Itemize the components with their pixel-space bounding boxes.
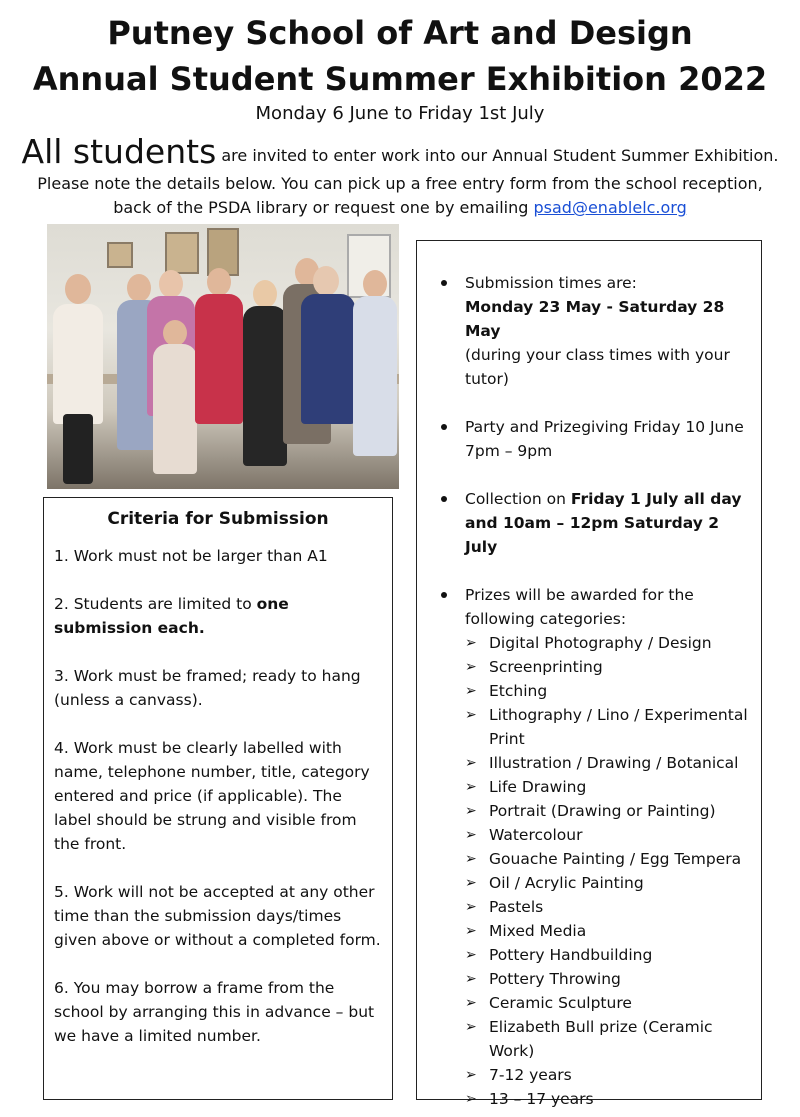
prize-category-label: Oil / Acrylic Painting: [489, 874, 644, 892]
prize-category-label: Watercolour: [489, 826, 583, 844]
prize-category-item: [465, 895, 755, 919]
prize-category-item: [465, 967, 755, 991]
party-text: Party and Prizegiving Friday 10 June 7pm – 9pm: [465, 418, 744, 460]
criteria-list: [54, 544, 384, 1072]
prize-category-label: Portrait (Drawing or Painting): [489, 802, 716, 820]
collection-bold: Friday 1 July all day and 10am – 12pm Saturday 2 July: [465, 490, 742, 556]
criteria-title: Criteria for Submission: [107, 509, 329, 529]
intro-lead-rest: are invited to enter work into our Annual Student Summer Exhibition.: [216, 146, 779, 165]
page-title-line2: Annual Student Summer Exhibition 2022: [32, 60, 768, 98]
arrow-bullet-icon: ➢: [465, 1019, 477, 1035]
prize-category-label: 7-12 years: [489, 1066, 572, 1084]
prize-category-item: [465, 823, 755, 847]
arrow-bullet-icon: ➢: [465, 803, 477, 819]
submission-times: [435, 271, 755, 391]
prizes-info: [435, 583, 755, 1111]
prize-category-label: Gouache Painting / Egg Tempera: [489, 850, 742, 868]
prize-category-label: Illustration / Drawing / Botanical: [489, 754, 739, 772]
prize-category-label: Life Drawing: [489, 778, 587, 796]
info-list: [435, 271, 755, 1111]
arrow-bullet-icon: ➢: [465, 971, 477, 987]
arrow-bullet-icon: ➢: [465, 635, 477, 651]
submission-label: Submission times are:: [465, 274, 637, 292]
intro-text: [0, 132, 800, 220]
criterion-4: 4. Work must be clearly labelled with name, telephone number, title, category entered and price (if applicable). The label should be strung and visible from the front.: [54, 739, 370, 853]
prize-categories: [465, 631, 755, 1111]
submission-dates: [465, 295, 755, 343]
email-link[interactable]: psad@enablelc.org: [533, 198, 687, 217]
prize-category-item: [465, 1087, 755, 1111]
intro-lead: All students: [21, 132, 217, 171]
prize-category-label: Etching: [489, 682, 548, 700]
prize-category-label: Pottery Handbuilding: [489, 946, 653, 964]
collection-pre: Collection on: [465, 490, 571, 508]
criterion-6: 6. You may borrow a frame from the school by arranging this in advance – but we have a limited number.: [54, 979, 375, 1045]
criterion-2-text: 2. Students are limited to: [54, 595, 257, 613]
prize-category-item: [465, 847, 755, 871]
party-info: [435, 415, 755, 463]
prize-category-label: Lithography / Lino / Experimental Print: [489, 706, 748, 748]
group-photo: [47, 224, 399, 489]
prize-category-item: [465, 1063, 755, 1087]
arrow-bullet-icon: ➢: [465, 899, 477, 915]
exhibition-dates: Monday 6 June to Friday 1st July: [255, 103, 545, 124]
arrow-bullet-icon: ➢: [465, 851, 477, 867]
arrow-bullet-icon: ➢: [465, 1067, 477, 1083]
prize-category-item: [465, 775, 755, 799]
prize-category-label: Pottery Throwing: [489, 970, 621, 988]
arrow-bullet-icon: ➢: [465, 923, 477, 939]
prize-category-label: Mixed Media: [489, 922, 587, 940]
prize-category-item: [465, 655, 755, 679]
arrow-bullet-icon: ➢: [465, 827, 477, 843]
prize-category-item: [465, 751, 755, 775]
submission-note: (during your class times with your tutor): [465, 346, 730, 388]
prize-category-item: [465, 919, 755, 943]
intro-line1: [0, 132, 800, 172]
arrow-bullet-icon: ➢: [465, 1091, 477, 1107]
prize-category-item: [465, 943, 755, 967]
prize-category-item: [465, 679, 755, 703]
prize-category-item: [465, 799, 755, 823]
criteria-box: [43, 497, 393, 1100]
page-title-line1: Putney School of Art and Design: [107, 14, 693, 52]
submission-dates-bold: Monday 23 May - Saturday 28 May: [465, 298, 725, 340]
info-box: [416, 240, 762, 1108]
prize-category-label: Pastels: [489, 898, 544, 916]
arrow-bullet-icon: ➢: [465, 947, 477, 963]
prize-category-item: [465, 703, 755, 751]
arrow-bullet-icon: ➢: [465, 875, 477, 891]
prize-category-label: Screenprinting: [489, 658, 603, 676]
intro-line2: Please note the details below. You can pick up a free entry form from the school reception,: [37, 174, 763, 193]
arrow-bullet-icon: ➢: [465, 755, 477, 771]
criterion-2-emphasis: one submission each.: [54, 595, 289, 637]
arrow-bullet-icon: ➢: [465, 779, 477, 795]
criterion-1: 1. Work must not be larger than A1: [54, 547, 328, 565]
intro-line3: [0, 196, 800, 220]
prize-category-label: Digital Photography / Design: [489, 634, 712, 652]
arrow-bullet-icon: ➢: [465, 683, 477, 699]
prize-category-item: [465, 991, 755, 1015]
prizes-intro: Prizes will be awarded for the following categories:: [465, 586, 694, 628]
criterion-5: 5. Work will not be accepted at any other time than the submission days/times given above or without a completed form.: [54, 883, 381, 949]
criterion-3: 3. Work must be framed; ready to hang (unless a canvass).: [54, 667, 361, 709]
intro-line3-text: back of the PSDA library or request one by emailing: [113, 198, 534, 217]
arrow-bullet-icon: ➢: [465, 707, 477, 723]
collection-text: [465, 487, 755, 559]
criterion-2: [54, 592, 384, 640]
prize-category-item: [465, 871, 755, 895]
prize-category-label: Elizabeth Bull prize (Ceramic Work): [489, 1018, 713, 1060]
arrow-bullet-icon: ➢: [465, 659, 477, 675]
arrow-bullet-icon: ➢: [465, 995, 477, 1011]
prize-category-label: Ceramic Sculpture: [489, 994, 632, 1012]
prize-category-item: [465, 631, 755, 655]
collection-info: [435, 487, 755, 559]
prize-category-label: 13 – 17 years: [489, 1090, 594, 1108]
prize-category-item: [465, 1015, 755, 1063]
